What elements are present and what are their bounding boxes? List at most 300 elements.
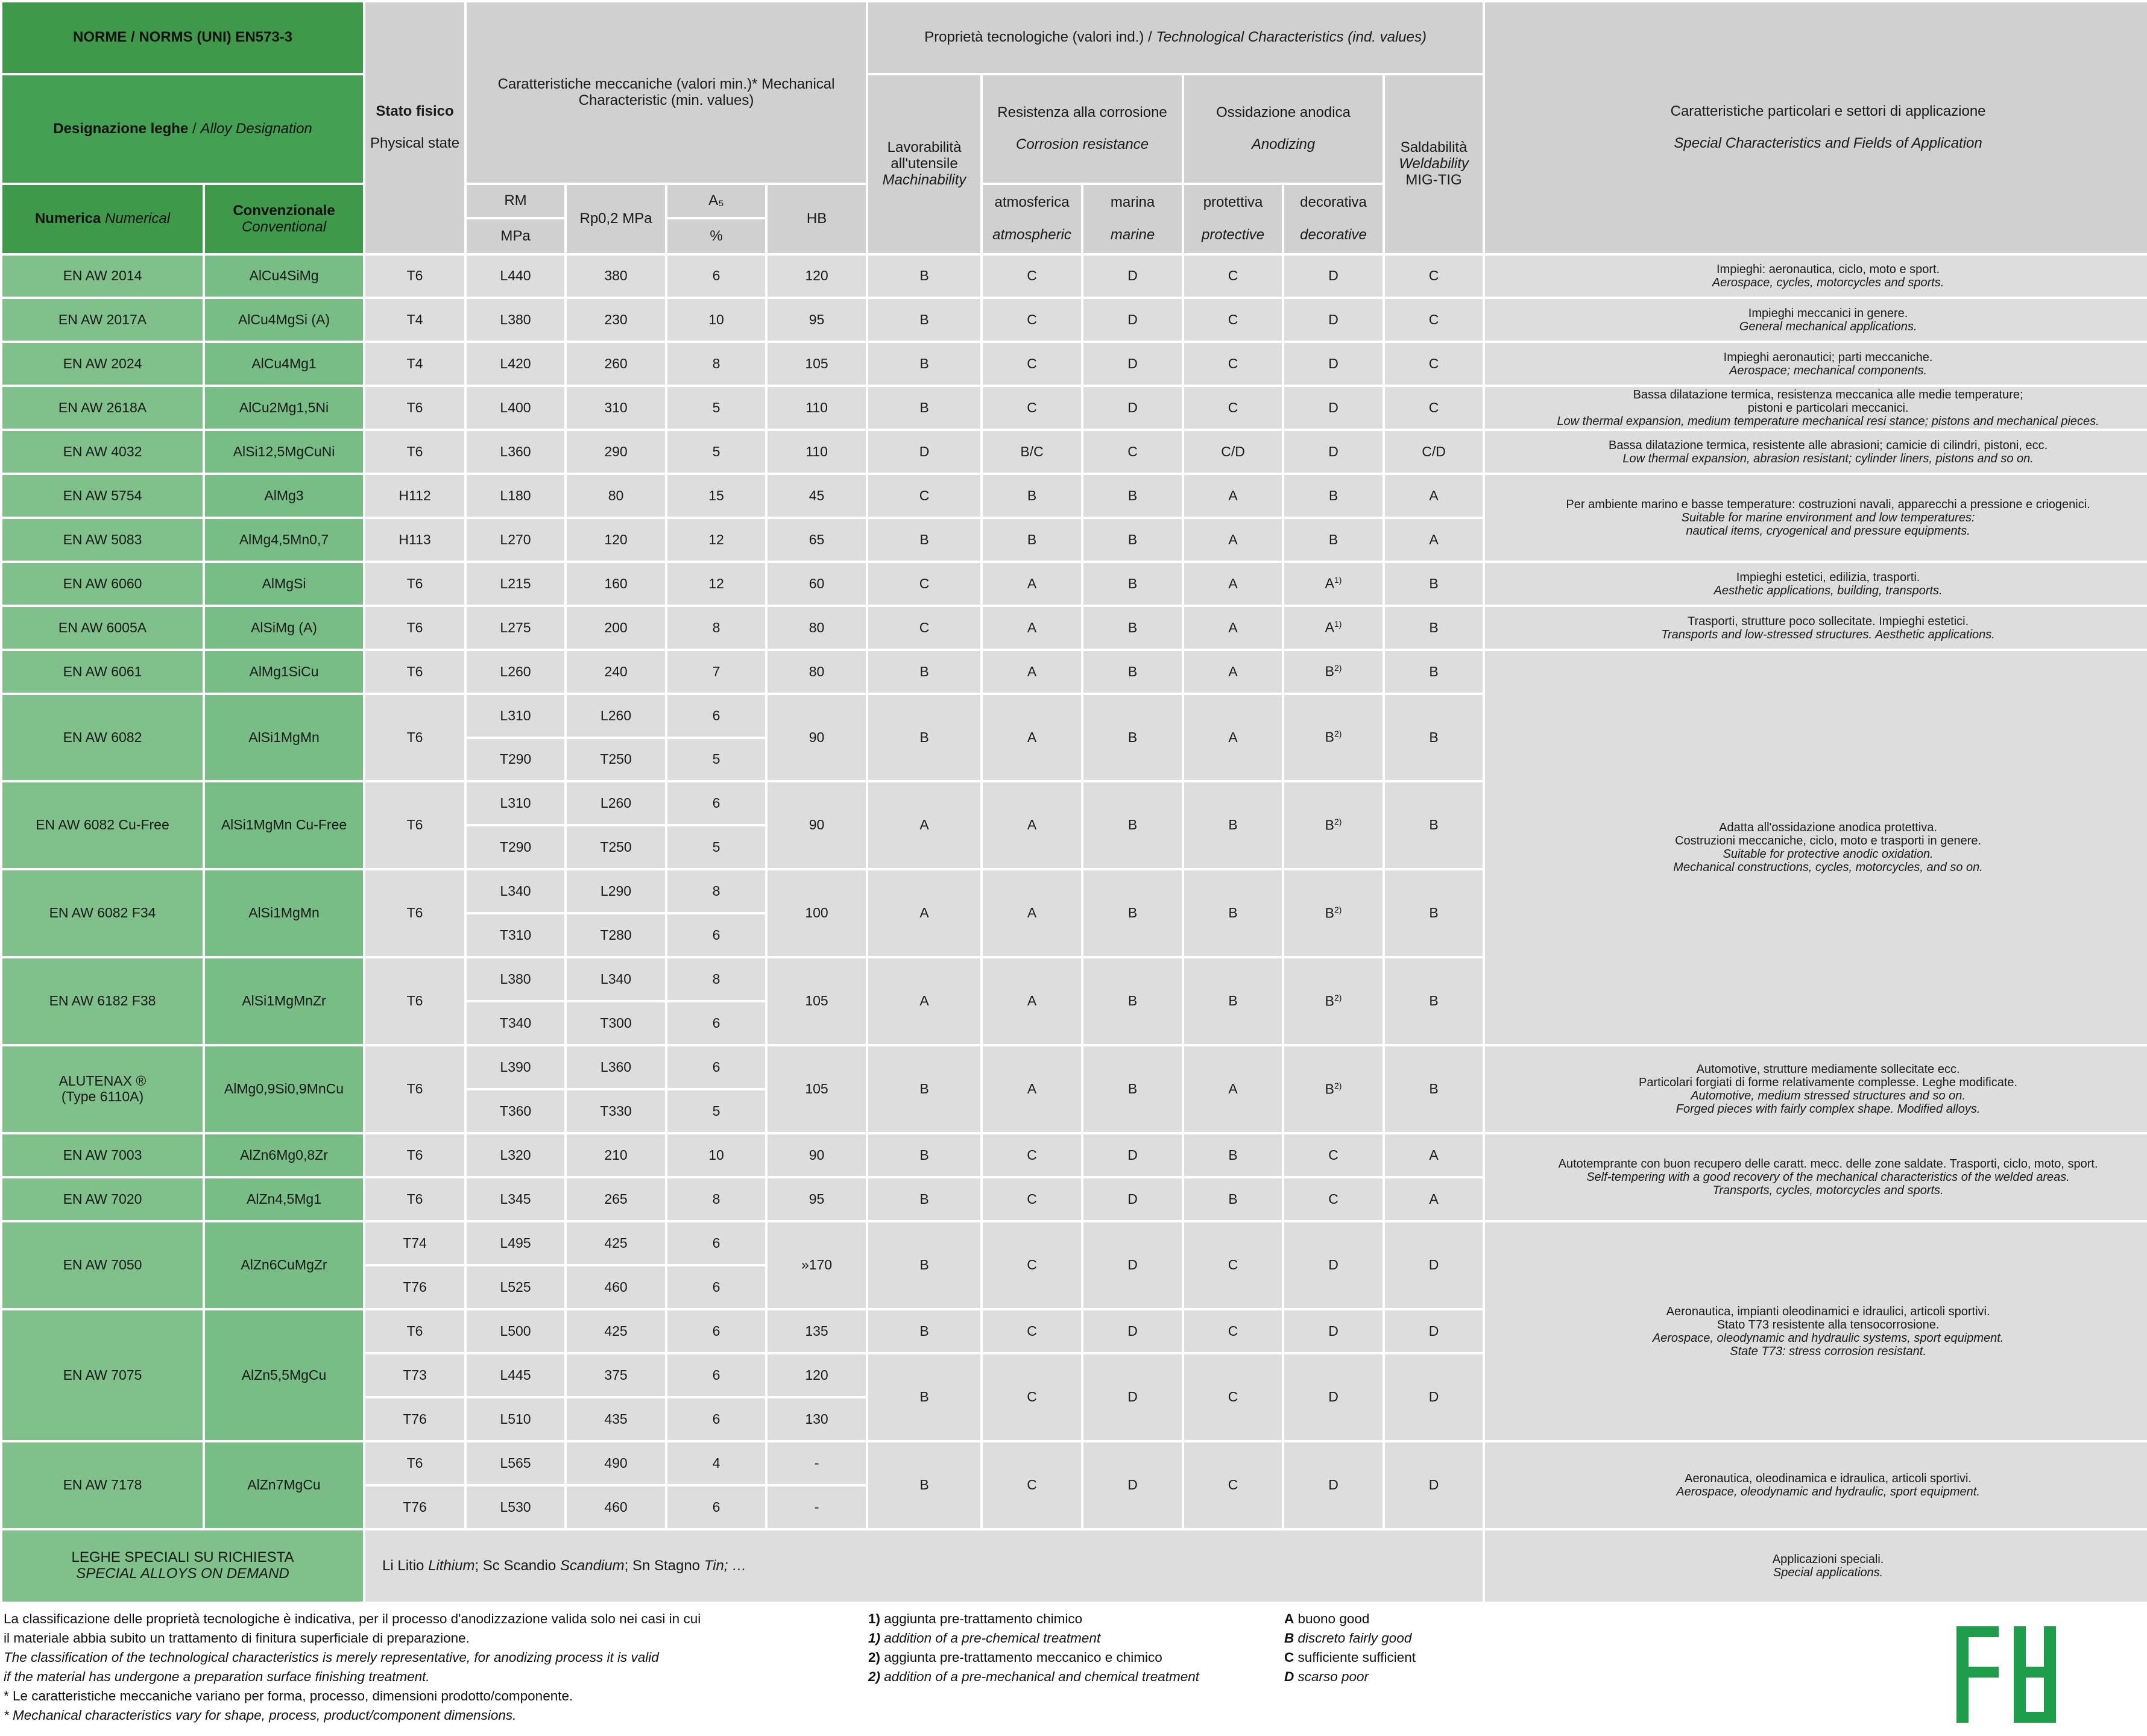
marine-cell: B bbox=[1082, 474, 1183, 518]
rp-cell: L260 bbox=[566, 694, 666, 738]
state-cell: H112 bbox=[364, 474, 465, 518]
hb-cell: 130 bbox=[766, 1397, 867, 1441]
footnote-1-en: 1) addition of a pre-chemical treatment bbox=[868, 1631, 1101, 1646]
a5-cell: 6 bbox=[666, 1397, 766, 1441]
rp-cell: 120 bbox=[566, 518, 666, 562]
rm-cell: L360 bbox=[465, 430, 566, 474]
rp-cell: 490 bbox=[566, 1441, 666, 1485]
atmospheric-cell: A bbox=[982, 562, 1082, 606]
special-header: Caratteristiche particolari e settori di applicazione Special Characteristics and Fields of Application bbox=[1484, 1, 2147, 254]
decorative-cell: $B^{2)}$ bbox=[1283, 869, 1384, 957]
state-cell: T76 bbox=[364, 1485, 465, 1529]
rm-cell: L270 bbox=[465, 518, 566, 562]
rp-cell: L360 bbox=[566, 1045, 666, 1089]
a5-cell: 15 bbox=[666, 474, 766, 518]
rm-cell: L320 bbox=[465, 1133, 566, 1177]
rp-cell: T300 bbox=[566, 1001, 666, 1045]
rm-cell: L390 bbox=[465, 1045, 566, 1089]
rp-cell: 425 bbox=[566, 1309, 666, 1353]
table-row bbox=[1, 606, 2147, 650]
atmospheric-cell: B bbox=[982, 518, 1082, 562]
rating-legend bbox=[1284, 1609, 1525, 1687]
a5-cell: 6 bbox=[666, 1353, 766, 1397]
machinability-cell: A bbox=[867, 957, 982, 1045]
atmospheric-cell: C bbox=[982, 254, 1082, 298]
a5-cell: 8 bbox=[666, 869, 766, 913]
table-row bbox=[1, 1133, 2147, 1177]
numeric-cell: EN AW 2024 bbox=[1, 342, 204, 386]
marine-header: marina marine bbox=[1082, 184, 1183, 254]
numeric-header: Numerica Numerical bbox=[1, 184, 204, 254]
marine-cell: B bbox=[1082, 1045, 1183, 1133]
state-cell: T74 bbox=[364, 1221, 465, 1265]
machinability-cell: B bbox=[867, 1309, 982, 1353]
numeric-cell: EN AW 6082 bbox=[1, 694, 204, 781]
state-cell: T6 bbox=[364, 1309, 465, 1353]
hb-cell: 65 bbox=[766, 518, 867, 562]
legend-d: D scarso poor bbox=[1284, 1669, 1369, 1684]
rp-cell: T250 bbox=[566, 825, 666, 869]
footnotes-legend bbox=[868, 1609, 1260, 1687]
a5-cell: 5 bbox=[666, 825, 766, 869]
machinability-cell: B bbox=[867, 298, 982, 342]
weldability-cell: B bbox=[1384, 650, 1484, 694]
a5-cell: 4 bbox=[666, 1441, 766, 1485]
conventional-cell: AlZn7MgCu bbox=[204, 1441, 364, 1529]
decorative-cell: C bbox=[1283, 1133, 1384, 1177]
protective-cell: C bbox=[1183, 1441, 1283, 1529]
decorative-cell: D bbox=[1283, 430, 1384, 474]
rp-cell: 425 bbox=[566, 1221, 666, 1265]
decorative-cell: $B^{2)}$ bbox=[1283, 694, 1384, 781]
state-cell: T6 bbox=[364, 1441, 465, 1485]
marine-cell: D bbox=[1082, 1177, 1183, 1221]
footnote-1-it: 1) aggiunta pre-trattamento chimico bbox=[868, 1611, 1083, 1626]
rp-cell: 460 bbox=[566, 1265, 666, 1309]
table-row bbox=[1, 474, 2147, 518]
protective-cell: A bbox=[1183, 474, 1283, 518]
state-cell: T4 bbox=[364, 298, 465, 342]
rp-cell: 200 bbox=[566, 606, 666, 650]
rm-cell: L310 bbox=[465, 781, 566, 825]
machinability-cell: B bbox=[867, 1177, 982, 1221]
decorative-cell: D bbox=[1283, 298, 1384, 342]
rp-cell: L340 bbox=[566, 957, 666, 1001]
weldability-header: Saldabilità Weldability MIG-TIG bbox=[1384, 74, 1484, 254]
a5-header: A₅ bbox=[666, 184, 766, 218]
hb-cell: 105 bbox=[766, 342, 867, 386]
numeric-cell: EN AW 5754 bbox=[1, 474, 204, 518]
conventional-cell: AlCu2Mg1,5Ni bbox=[204, 386, 364, 430]
a5-cell: 8 bbox=[666, 606, 766, 650]
conventional-cell: AlSiMg (A) bbox=[204, 606, 364, 650]
a5-cell: 8 bbox=[666, 342, 766, 386]
rp-cell: 460 bbox=[566, 1485, 666, 1529]
decorative-cell: $A^{1)}$ bbox=[1283, 562, 1384, 606]
numeric-cell: EN AW 6060 bbox=[1, 562, 204, 606]
atmospheric-cell: A bbox=[982, 650, 1082, 694]
protective-cell: B bbox=[1183, 781, 1283, 869]
state-cell: H113 bbox=[364, 518, 465, 562]
atmospheric-cell: C bbox=[982, 1353, 1082, 1441]
rp-cell: 435 bbox=[566, 1397, 666, 1441]
rm-cell: L420 bbox=[465, 342, 566, 386]
machinability-cell: B bbox=[867, 1441, 982, 1529]
application-cell: Automotive, strutture mediamente sollecitate ecc. Particolari forgiati di forme relativamente complesse. Leghe modificate. Automotive, medium stressed structures and so on. Forged pieces with fairly complex shape. Modified alloys. bbox=[1484, 1045, 2147, 1133]
machinability-cell: D bbox=[867, 430, 982, 474]
weldability-cell: A bbox=[1384, 1133, 1484, 1177]
machinability-cell: B bbox=[867, 342, 982, 386]
atmospheric-cell: C bbox=[982, 1441, 1082, 1529]
designation-header: Designazione leghe / Alloy Designation bbox=[1, 74, 364, 184]
a5-cell: 6 bbox=[666, 1309, 766, 1353]
footer-note-it-1: La classificazione delle proprietà tecnologiche è indicativa, per il processo d'anodizzazione valida solo nei casi in cui bbox=[4, 1611, 701, 1626]
rm-cell: L215 bbox=[465, 562, 566, 606]
atmospheric-cell: C bbox=[982, 1221, 1082, 1309]
hb-cell: 120 bbox=[766, 254, 867, 298]
a5-cell: 10 bbox=[666, 298, 766, 342]
conventional-cell: AlMg1SiCu bbox=[204, 650, 364, 694]
conventional-cell: AlZn6Mg0,8Zr bbox=[204, 1133, 364, 1177]
application-cell: Impieghi: aeronautica, ciclo, moto e sport. Aerospace, cycles, motorcycles and sports. bbox=[1484, 254, 2147, 298]
marine-cell: D bbox=[1082, 386, 1183, 430]
rp-cell: L260 bbox=[566, 781, 666, 825]
conventional-cell: AlZn5,5MgCu bbox=[204, 1309, 364, 1441]
a5-cell: 12 bbox=[666, 518, 766, 562]
a5-cell: 5 bbox=[666, 430, 766, 474]
protective-cell: A bbox=[1183, 1045, 1283, 1133]
protective-header: protettiva protective bbox=[1183, 184, 1283, 254]
rm-cell: L400 bbox=[465, 386, 566, 430]
rp-cell: 310 bbox=[566, 386, 666, 430]
weldability-cell: B bbox=[1384, 606, 1484, 650]
footer-star-it: * Le caratteristiche meccaniche variano per forma, processo, dimensioni prodotto/componente. bbox=[4, 1688, 573, 1703]
hb-cell: 90 bbox=[766, 694, 867, 781]
application-cell: Bassa dilatazione termica, resistenza meccanica alle medie temperature; pistoni e particolari meccanici. Low thermal expansion, medium temperature mechanical resi stance; pistons and mechanical pieces. bbox=[1484, 386, 2147, 430]
conventional-cell: AlSi1MgMnZr bbox=[204, 957, 364, 1045]
rp-cell: 230 bbox=[566, 298, 666, 342]
numeric-cell: EN AW 6082 F34 bbox=[1, 869, 204, 957]
machinability-cell: C bbox=[867, 606, 982, 650]
state-cell: T6 bbox=[364, 957, 465, 1045]
hb-cell: »170 bbox=[766, 1221, 867, 1309]
weldability-cell: B bbox=[1384, 781, 1484, 869]
weldability-cell: C bbox=[1384, 254, 1484, 298]
special-alloys-label: LEGHE SPECIALI SU RICHIESTA SPECIAL ALLOYS ON DEMAND bbox=[1, 1529, 364, 1603]
a5-cell: 6 bbox=[666, 254, 766, 298]
hb-cell: 110 bbox=[766, 386, 867, 430]
marine-cell: D bbox=[1082, 1309, 1183, 1353]
atmospheric-cell: A bbox=[982, 869, 1082, 957]
weldability-cell: D bbox=[1384, 1221, 1484, 1309]
hb-cell: 100 bbox=[766, 869, 867, 957]
application-cell: Trasporti, strutture poco sollecitate. Impieghi estetici. Transports and low-stressed structures. Aesthetic applications. bbox=[1484, 606, 2147, 650]
numeric-cell: EN AW 7003 bbox=[1, 1133, 204, 1177]
table-row bbox=[1, 1221, 2147, 1265]
machinability-header: Lavorabilità all'utensile Machinability bbox=[867, 74, 982, 254]
atmospheric-cell: A bbox=[982, 781, 1082, 869]
rm-header: RM bbox=[465, 184, 566, 218]
rm-cell: T340 bbox=[465, 1001, 566, 1045]
atmospheric-cell: B bbox=[982, 474, 1082, 518]
decorative-cell: D bbox=[1283, 1441, 1384, 1529]
rm-cell: L525 bbox=[465, 1265, 566, 1309]
rm-cell: L565 bbox=[465, 1441, 566, 1485]
decorative-cell: C bbox=[1283, 1177, 1384, 1221]
rp-cell: T250 bbox=[566, 738, 666, 781]
state-cell: T6 bbox=[364, 606, 465, 650]
atmospheric-cell: C bbox=[982, 386, 1082, 430]
application-cell: Per ambiente marino e basse temperature: costruzioni navali, apparecchi a pressione e criogenici. Suitable for marine environment and low temperatures: nautical items, cryogenical and pressure equipments. bbox=[1484, 474, 2147, 562]
a5-cell: 6 bbox=[666, 694, 766, 738]
legend-c: C sufficiente sufficient bbox=[1284, 1650, 1416, 1665]
protective-cell: A bbox=[1183, 694, 1283, 781]
a5-cell: 6 bbox=[666, 913, 766, 957]
conventional-cell: AlZn6CuMgZr bbox=[204, 1221, 364, 1309]
hb-cell: 80 bbox=[766, 606, 867, 650]
marine-cell: C bbox=[1082, 430, 1183, 474]
marine-cell: B bbox=[1082, 650, 1183, 694]
decorative-cell: D bbox=[1283, 386, 1384, 430]
marine-cell: B bbox=[1082, 606, 1183, 650]
footnote-2-it: 2) aggiunta pre-trattamento meccanico e chimico bbox=[868, 1650, 1162, 1665]
state-cell: T6 bbox=[364, 694, 465, 781]
decorative-cell: $B^{2)}$ bbox=[1283, 650, 1384, 694]
state-cell: T6 bbox=[364, 650, 465, 694]
table-row bbox=[1, 430, 2147, 474]
special-alloys-elements: Li Litio Lithium; Sc Scandio Scandium; Sn Stagno Tin; … bbox=[364, 1529, 1484, 1603]
special-alloys-row bbox=[1, 1529, 2147, 1603]
atmospheric-cell: C bbox=[982, 1309, 1082, 1353]
tech-header: Proprietà tecnologiche (valori ind.) / Technological Characteristics (ind. values) bbox=[867, 1, 1484, 74]
hb-cell: 45 bbox=[766, 474, 867, 518]
numeric-cell: EN AW 6182 F38 bbox=[1, 957, 204, 1045]
application-cell: Impieghi estetici, edilizia, trasporti. Aesthetic applications, building, transports. bbox=[1484, 562, 2147, 606]
state-cell: T6 bbox=[364, 1177, 465, 1221]
machinability-cell: B bbox=[867, 518, 982, 562]
machinability-cell: B bbox=[867, 386, 982, 430]
machinability-cell: A bbox=[867, 781, 982, 869]
table-row bbox=[1, 298, 2147, 342]
protective-cell: B bbox=[1183, 1177, 1283, 1221]
hb-cell: 80 bbox=[766, 650, 867, 694]
numeric-cell: EN AW 7020 bbox=[1, 1177, 204, 1221]
machinability-cell: C bbox=[867, 474, 982, 518]
numeric-cell: EN AW 6082 Cu-Free bbox=[1, 781, 204, 869]
machinability-cell: B bbox=[867, 1221, 982, 1309]
marine-cell: B bbox=[1082, 957, 1183, 1045]
state-cell: T76 bbox=[364, 1265, 465, 1309]
numeric-cell: EN AW 2017A bbox=[1, 298, 204, 342]
a5-cell: 6 bbox=[666, 1045, 766, 1089]
marine-cell: B bbox=[1082, 562, 1183, 606]
weldability-cell: A bbox=[1384, 518, 1484, 562]
atmospheric-cell: A bbox=[982, 957, 1082, 1045]
a5-cell: 6 bbox=[666, 1265, 766, 1309]
decorative-header: decorativa decorative bbox=[1283, 184, 1384, 254]
state-cell: T6 bbox=[364, 869, 465, 957]
mpa-unit: MPa bbox=[465, 218, 566, 254]
state-cell: T6 bbox=[364, 781, 465, 869]
conventional-cell: AlMgSi bbox=[204, 562, 364, 606]
conventional-cell: AlSi1MgMn bbox=[204, 869, 364, 957]
marine-cell: B bbox=[1082, 781, 1183, 869]
protective-cell: C/D bbox=[1183, 430, 1283, 474]
state-cell: T76 bbox=[364, 1397, 465, 1441]
rp-cell: 210 bbox=[566, 1133, 666, 1177]
company-logo-icon bbox=[1956, 1626, 2056, 1723]
corrosion-header: Resistenza alla corrosione Corrosion resistance bbox=[982, 74, 1183, 184]
machinability-cell: B bbox=[867, 1133, 982, 1177]
atmospheric-cell: C bbox=[982, 1177, 1082, 1221]
atmospheric-cell: A bbox=[982, 694, 1082, 781]
weldability-cell: D bbox=[1384, 1441, 1484, 1529]
conventional-cell: AlCu4SiMg bbox=[204, 254, 364, 298]
a5-cell: 6 bbox=[666, 1221, 766, 1265]
decorative-cell: $B^{2)}$ bbox=[1283, 957, 1384, 1045]
footer-notes bbox=[4, 1609, 830, 1725]
decorative-cell: $B^{2)}$ bbox=[1283, 1045, 1384, 1133]
footer-note-it-2: il materiale abbia subito un trattamento di finitura superficiale di preparazione. bbox=[4, 1631, 470, 1646]
decorative-cell: D bbox=[1283, 342, 1384, 386]
rm-cell: L260 bbox=[465, 650, 566, 694]
hb-cell: 90 bbox=[766, 1133, 867, 1177]
hb-header: HB bbox=[766, 184, 867, 254]
hb-cell: - bbox=[766, 1485, 867, 1529]
numeric-cell: EN AW 2618A bbox=[1, 386, 204, 430]
marine-cell: D bbox=[1082, 298, 1183, 342]
rp-cell: 240 bbox=[566, 650, 666, 694]
conventional-cell: AlZn4,5Mg1 bbox=[204, 1177, 364, 1221]
weldability-cell: C bbox=[1384, 298, 1484, 342]
rp-cell: 375 bbox=[566, 1353, 666, 1397]
rm-cell: L380 bbox=[465, 298, 566, 342]
table-row bbox=[1, 1045, 2147, 1089]
atmospheric-cell: A bbox=[982, 606, 1082, 650]
rm-cell: L500 bbox=[465, 1309, 566, 1353]
decorative-cell: $B^{2)}$ bbox=[1283, 781, 1384, 869]
protective-cell: C bbox=[1183, 386, 1283, 430]
atmospheric-cell: C bbox=[982, 298, 1082, 342]
conventional-cell: AlSi1MgMn bbox=[204, 694, 364, 781]
application-cell: Adatta all'ossidazione anodica protettiva. Costruzioni meccaniche, ciclo, moto e trasporti in genere. Suitable for protective anodic oxidation. Mechanical constructions, cycles, motorcycles, and so on. bbox=[1484, 650, 2147, 1045]
numeric-cell: EN AW 4032 bbox=[1, 430, 204, 474]
a5-cell: 6 bbox=[666, 1485, 766, 1529]
decorative-cell: B bbox=[1283, 474, 1384, 518]
decorative-cell: B bbox=[1283, 518, 1384, 562]
decorative-cell: D bbox=[1283, 254, 1384, 298]
decorative-cell: $A^{1)}$ bbox=[1283, 606, 1384, 650]
numeric-cell: EN AW 5083 bbox=[1, 518, 204, 562]
numeric-cell: EN AW 6061 bbox=[1, 650, 204, 694]
marine-cell: D bbox=[1082, 1133, 1183, 1177]
rm-cell: L310 bbox=[465, 694, 566, 738]
weldability-cell: A bbox=[1384, 1177, 1484, 1221]
application-cell: Autotemprante con buon recupero delle caratt. mecc. delle zone saldate. Trasporti, ciclo, moto, sport. Self-tempering with a good recovery of the mechanical characteristics of the welded areas. Transports, cycles, motorcycles and sports. bbox=[1484, 1133, 2147, 1221]
a5-cell: 5 bbox=[666, 738, 766, 781]
marine-cell: B bbox=[1082, 869, 1183, 957]
rm-cell: L180 bbox=[465, 474, 566, 518]
a5-cell: 7 bbox=[666, 650, 766, 694]
numeric-cell: EN AW 7178 bbox=[1, 1441, 204, 1529]
weldability-cell: B bbox=[1384, 694, 1484, 781]
a5-cell: 6 bbox=[666, 781, 766, 825]
machinability-cell: B bbox=[867, 1045, 982, 1133]
anodizing-header: Ossidazione anodica Anodizing bbox=[1183, 74, 1384, 184]
rp-cell: T280 bbox=[566, 913, 666, 957]
state-cell: T73 bbox=[364, 1353, 465, 1397]
atmospheric-cell: B/C bbox=[982, 430, 1082, 474]
rp-cell: 265 bbox=[566, 1177, 666, 1221]
mech-header: Caratteristiche meccaniche (valori min.)* Mechanical Characteristic (min. values) bbox=[465, 1, 867, 184]
marine-cell: D bbox=[1082, 1221, 1183, 1309]
state-cell: T6 bbox=[364, 254, 465, 298]
weldability-cell: B bbox=[1384, 1045, 1484, 1133]
machinability-cell: C bbox=[867, 562, 982, 606]
hb-cell: - bbox=[766, 1441, 867, 1485]
conventional-header: Convenzionale Conventional bbox=[204, 184, 364, 254]
weldability-cell: D bbox=[1384, 1309, 1484, 1353]
marine-cell: D bbox=[1082, 1441, 1183, 1529]
numeric-cell: EN AW 7050 bbox=[1, 1221, 204, 1309]
state-cell: T6 bbox=[364, 1045, 465, 1133]
decorative-cell: D bbox=[1283, 1309, 1384, 1353]
hb-cell: 105 bbox=[766, 957, 867, 1045]
numeric-cell: EN AW 7075 bbox=[1, 1309, 204, 1441]
rm-cell: L445 bbox=[465, 1353, 566, 1397]
protective-cell: B bbox=[1183, 957, 1283, 1045]
rm-cell: L530 bbox=[465, 1485, 566, 1529]
marine-cell: D bbox=[1082, 1353, 1183, 1441]
protective-cell: C bbox=[1183, 298, 1283, 342]
hb-cell: 120 bbox=[766, 1353, 867, 1397]
rp-cell: T330 bbox=[566, 1089, 666, 1133]
protective-cell: C bbox=[1183, 254, 1283, 298]
rp-cell: 80 bbox=[566, 474, 666, 518]
numeric-cell: EN AW 2014 bbox=[1, 254, 204, 298]
rm-cell: L275 bbox=[465, 606, 566, 650]
table-row bbox=[1, 254, 2147, 298]
rm-cell: L340 bbox=[465, 869, 566, 913]
application-cell: Aeronautica, impianti oleodinamici e idraulici, articoli sportivi. Stato T73 resistente alla tensocorrosione. Aerospace, oleodynamic and hydraulic systems, sport equipment. State T73: stress corrosion resistant. bbox=[1484, 1221, 2147, 1441]
a5-cell: 8 bbox=[666, 957, 766, 1001]
weldability-cell: C bbox=[1384, 386, 1484, 430]
atmospheric-cell: C bbox=[982, 342, 1082, 386]
legend-b: B discreto fairly good bbox=[1284, 1631, 1412, 1646]
conventional-cell: AlSi1MgMn Cu-Free bbox=[204, 781, 364, 869]
table-row bbox=[1, 342, 2147, 386]
state-cell: T4 bbox=[364, 342, 465, 386]
state-cell: T6 bbox=[364, 562, 465, 606]
rp-header: Rp0,2 MPa bbox=[566, 184, 666, 254]
machinability-cell: B bbox=[867, 254, 982, 298]
rm-cell: T290 bbox=[465, 825, 566, 869]
decorative-cell: D bbox=[1283, 1353, 1384, 1441]
rp-cell: 380 bbox=[566, 254, 666, 298]
state-cell: T6 bbox=[364, 1133, 465, 1177]
rm-cell: T290 bbox=[465, 738, 566, 781]
footer-star-en: * Mechanical characteristics vary for shape, process, product/component dimensions. bbox=[4, 1708, 517, 1723]
protective-cell: C bbox=[1183, 1353, 1283, 1441]
a5-cell: 6 bbox=[666, 1001, 766, 1045]
weldability-cell: A bbox=[1384, 474, 1484, 518]
footer-note-en-2: if the material has undergone a preparation surface finishing treatment. bbox=[4, 1669, 430, 1684]
protective-cell: A bbox=[1183, 562, 1283, 606]
machinability-cell: B bbox=[867, 1353, 982, 1441]
a5-cell: 8 bbox=[666, 1177, 766, 1221]
atmospheric-header: atmosferica atmospheric bbox=[982, 184, 1082, 254]
hb-cell: 95 bbox=[766, 1177, 867, 1221]
